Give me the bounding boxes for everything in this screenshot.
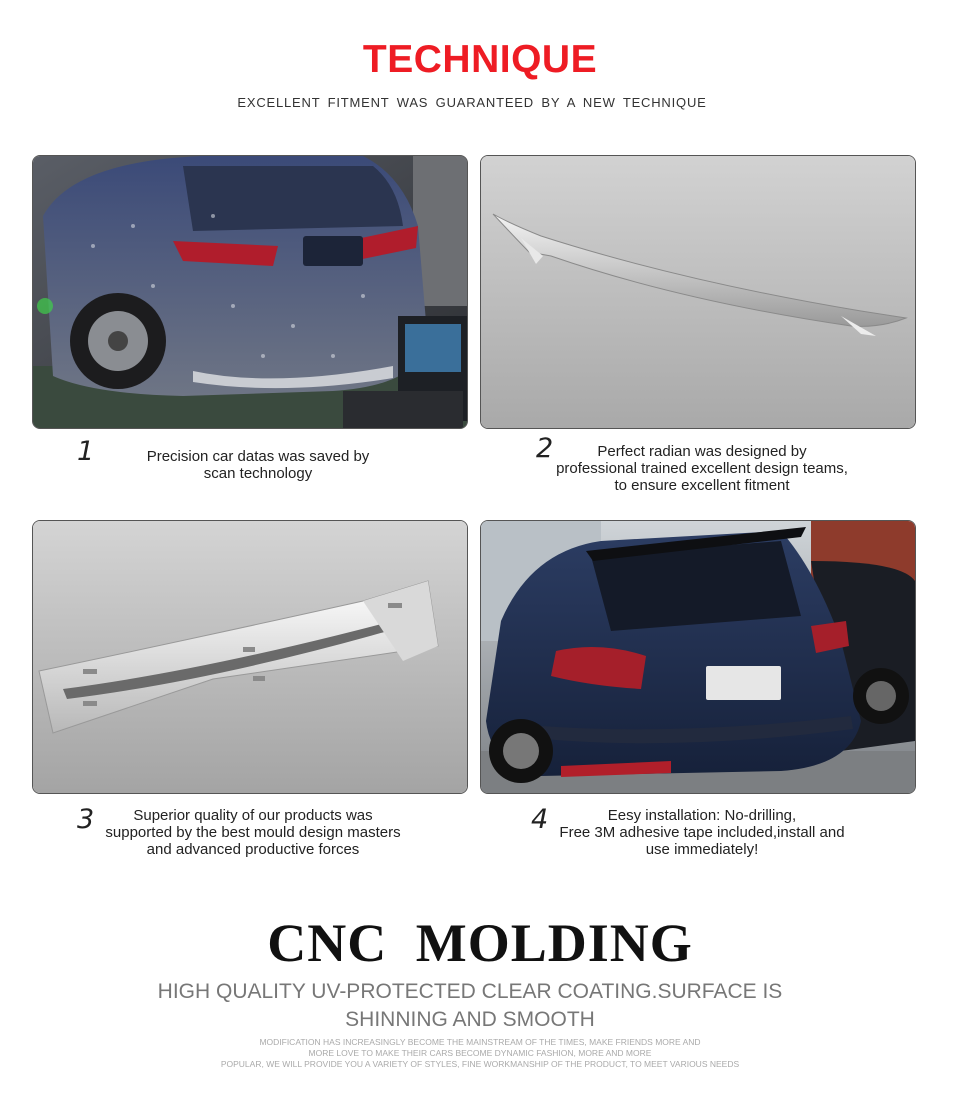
step-2-number: 2 <box>536 433 554 464</box>
step-3-number: 3 <box>77 804 95 835</box>
step-3-caption-line: Superior quality of our products was <box>133 807 373 824</box>
step-3-caption-line: supported by the best mould design masters <box>105 824 401 841</box>
cnc-molding-title: CNC MOLDING <box>267 913 693 973</box>
step-4-number: 4 <box>531 804 549 835</box>
fine-print-line: POPULAR, WE WILL PROVIDE YOU A VARIETY OF STYLES, FINE WORKMANSHIP OF THE PRODUCT, TO MEET VARIOUS NEEDS <box>220 1059 740 1069</box>
step-4-caption-line: Free 3M adhesive tape included,install and <box>559 824 845 841</box>
fine-print-line: MORE LOVE TO MAKE THEIR CARS BECOME DYNAMIC FASHION, MORE AND MORE <box>308 1048 652 1058</box>
cnc-molding-subtitle <box>150 978 790 1034</box>
step-2-caption-line: Perfect radian was designed by <box>597 443 807 460</box>
spoiler-design-render <box>480 155 916 429</box>
step-4-caption-line: use immediately! <box>645 841 759 858</box>
step-4-caption-line: Eesy installation: No-drilling, <box>607 807 797 824</box>
step-4-caption <box>532 807 872 858</box>
fine-print-line: MODIFICATION HAS INCREASINGLY BECOME THE MAINSTREAM OF THE TIMES, MAKE FRIENDS MORE AND <box>259 1037 701 1047</box>
page-subtitle: EXCELLENT FITMENT WAS GUARANTEED BY A NEW TECHNIQUE <box>237 95 707 110</box>
mould-render <box>32 520 468 794</box>
step-3-caption-line: and advanced productive forces <box>146 841 360 858</box>
step-1-caption-line: scan technology <box>203 465 313 482</box>
step-1-caption <box>118 448 398 482</box>
cnc-molding-subtitle-line: HIGH QUALITY UV-PROTECTED CLEAR COATING.SURFACE IS <box>157 980 783 1003</box>
cnc-molding-subtitle-line: SHINNING AND SMOOTH <box>345 1008 595 1031</box>
installed-car-photo <box>480 520 916 794</box>
step-2-caption-line: to ensure excellent fitment <box>614 477 790 494</box>
step-1-caption-line: Precision car datas was saved by <box>146 448 370 465</box>
step-2-caption <box>532 443 872 494</box>
page-title: TECHNIQUE <box>362 38 598 81</box>
step-2-caption-line: professional trained excellent design teams, <box>556 460 848 477</box>
step-3-caption <box>88 807 418 858</box>
step-1-number: 1 <box>77 436 95 467</box>
scan-photo <box>32 155 468 429</box>
fine-print <box>180 1037 780 1070</box>
